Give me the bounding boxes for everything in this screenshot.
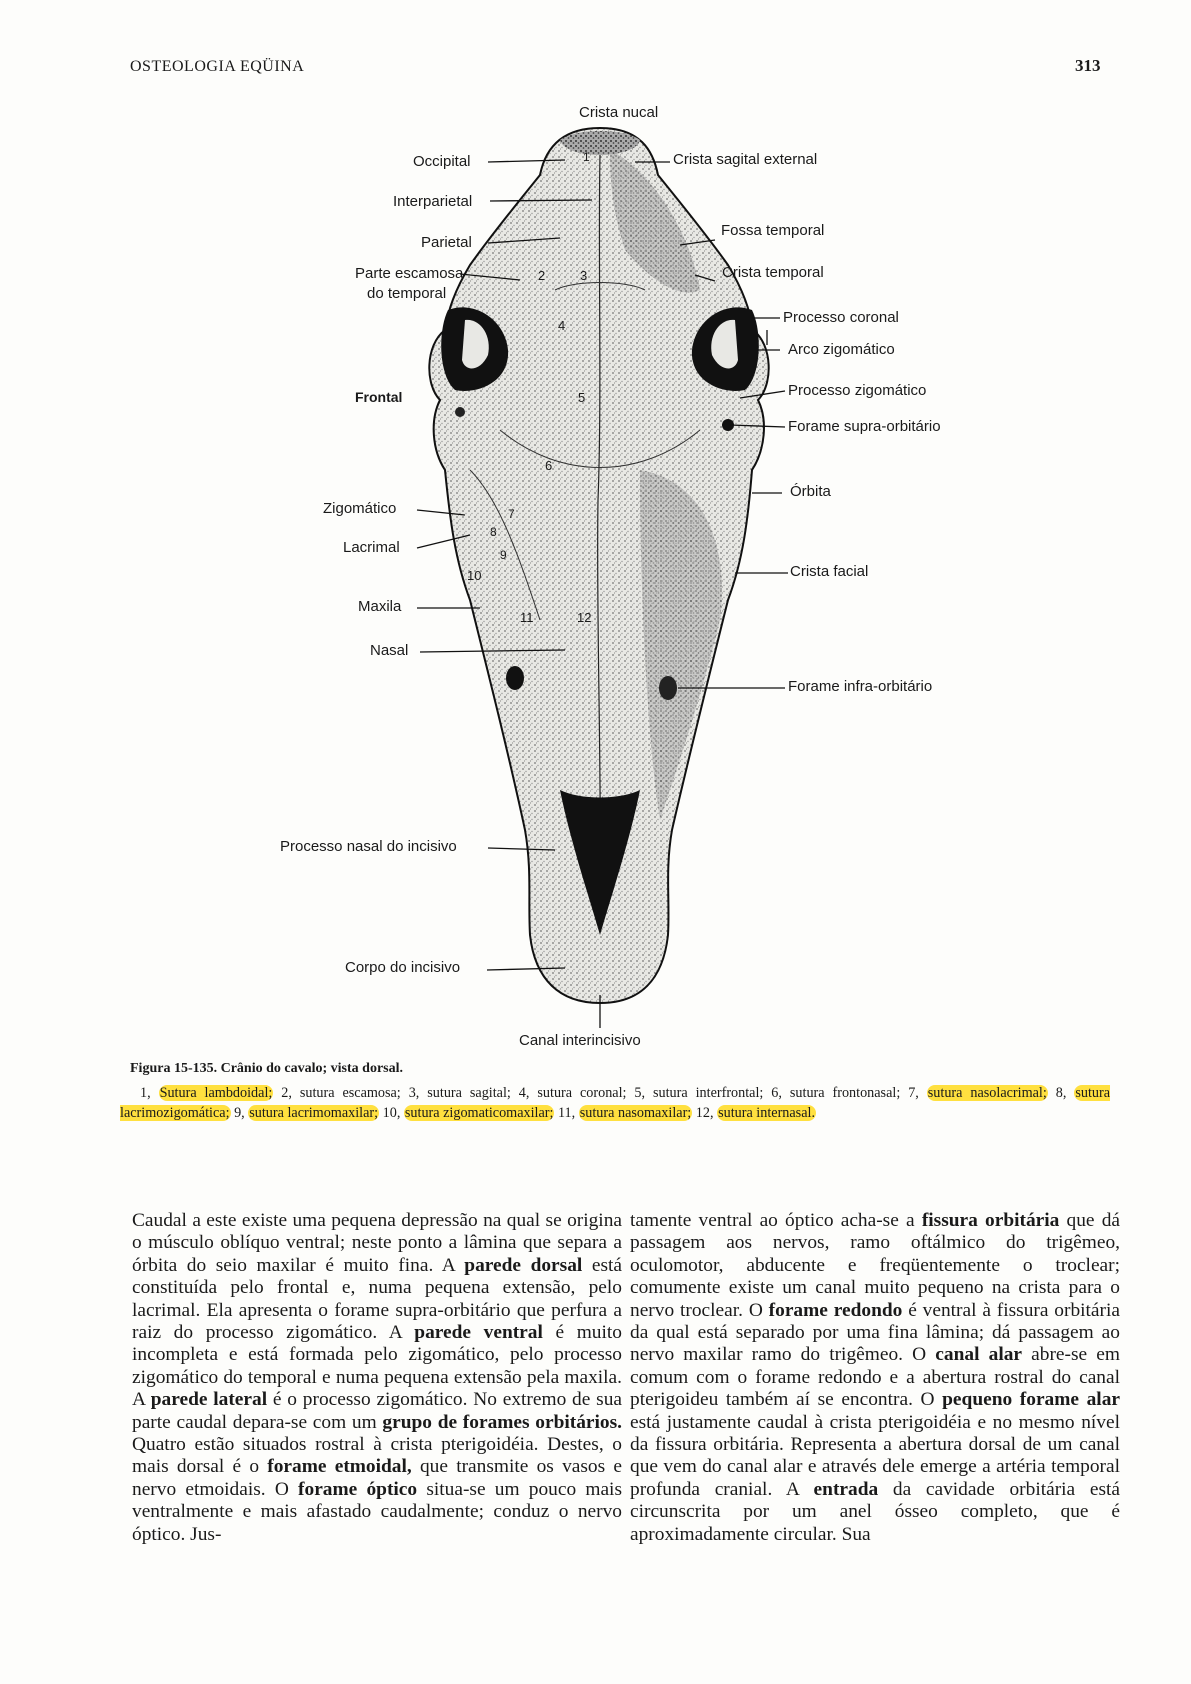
label-parietal: Parietal (421, 234, 472, 251)
label-corpo-incisivo: Corpo do incisivo (345, 959, 461, 976)
caption-item-number: 4, (510, 1085, 538, 1101)
label-nasal: Nasal (370, 642, 409, 659)
caption-item-text: sutura sagital; (427, 1085, 511, 1101)
label-crista-nucal: Crista nucal (579, 104, 659, 121)
supraorbital-foramen-left (455, 407, 465, 417)
label-parte-escamosa: Parte escamosa (355, 265, 464, 282)
label-orbita: Órbita (790, 483, 831, 500)
label-arco-zigomatico: Arco zigomático (788, 341, 895, 358)
caption-item-number: 8, (1047, 1085, 1075, 1101)
label-zigomatico: Zigomático (323, 500, 397, 517)
caption-item-text: sutura escamosa; (299, 1085, 401, 1101)
suture-number-11: 11 (520, 610, 534, 625)
caption-item-number: 9, (230, 1105, 249, 1121)
suture-number-9: 9 (500, 548, 507, 562)
suture-number-8: 8 (490, 525, 497, 539)
caption-item-text: sutura frontonasal; (789, 1085, 901, 1101)
running-header-section: OSTEOLOGIA EQÜINA (130, 58, 305, 75)
label-processo-zigomatico: Processo zigomático (788, 382, 927, 399)
label-processo-coronal: Processo coronal (783, 309, 899, 326)
suture-number-3: 3 (580, 268, 588, 283)
bold-term: parede ventral (414, 1322, 543, 1344)
caption-item-number: 5, (626, 1085, 653, 1101)
suture-number-4: 4 (558, 318, 566, 333)
suture-number-10: 10 (467, 568, 482, 583)
label-canal-interincisivo: Canal interincisivo (519, 1032, 641, 1049)
caption-item-text: sutura lacrimomaxilar; (249, 1105, 379, 1121)
label-forame-infra-orbitario: Forame infra-orbitário (788, 678, 933, 695)
figure-caption (120, 1061, 1110, 1123)
label-do-temporal: do temporal (367, 285, 447, 302)
body-column-left (132, 1210, 622, 1546)
suture-number-6: 6 (545, 458, 553, 473)
caption-item-text: sutura coronal; (537, 1085, 627, 1101)
caption-item-number: 1, (140, 1085, 159, 1101)
caption-item-text: sutura zigomaticomaxilar; (404, 1105, 554, 1121)
label-processo-nasal: Processo nasal do incisivo (280, 838, 457, 855)
suture-number-1: 1 (583, 150, 590, 164)
bold-term: parede lateral (150, 1389, 268, 1411)
infraorbital-foramen-right (659, 676, 677, 700)
suture-number-5: 5 (578, 390, 586, 405)
caption-item-number: 12, (692, 1105, 718, 1121)
caption-item-number: 11, (554, 1105, 579, 1121)
caption-item-number: 6, (763, 1085, 790, 1101)
caption-item-text: sutura internasal. (718, 1105, 815, 1121)
bold-term: forame óptico (298, 1478, 418, 1500)
label-frontal: Frontal (355, 389, 403, 405)
label-crista-facial: Crista facial (790, 563, 869, 580)
body-paragraph-left: Caudal a este existe uma pequena depressão na qual se origina o músculo oblíquo ventral; neste ponto a lâmina que separa a órbita do seio maxilar é muito fina. A parede dorsal está constituída pelo frontal e, numa pequena extensão, pelo lacrimal. Ela apresenta o forame supra-orbitário que perfura a raiz do processo zigomático. A parede ventral é muito incompleta e está formada pelo zigomático, pelo processo zigomático do temporal e numa pequena extensão pela maxila. A parede lateral é o processo zigomático. No extremo de sua parte caudal depara-se com um grupo de forames orbitários. Quatro estão situados rostral à crista pterigoidéia. Destes, o mais dorsal é o forame etmoidal, que transmite os vasos e nervo etmoidais. O forame óptico situa-se um pouco mais ventralmente e mais afastado caudalmente; conduz o nervo óptico. Jus- (132, 1210, 623, 1545)
bold-term: forame etmoidal, (267, 1456, 412, 1478)
caption-item-number: 2, (273, 1085, 300, 1101)
label-forame-supra-orbitario: Forame supra-orbitário (788, 418, 941, 435)
label-interparietal: Interparietal (393, 193, 473, 210)
bold-term: forame redondo (768, 1299, 903, 1321)
body-paragraph-right: tamente ventral ao óptico acha-se a fissura orbitária que dá passagem aos nervos, ramo oftálmico do trigêmeo, oculomotor, abducente e freqüentemente o troclear; comumente existe um canal muito pequeno na crista para o nervo troclear. O forame redondo é ventral à fissura orbitária da qual está separado por uma fina lâmina; dá passagem ao nervo maxilar ramo do trigêmeo. O canal alar abre-se em comum com o forame redondo e a abertura rostral do canal pterigoideu também aí se encontra. O pequeno forame alar está justamente caudal à crista pterigoidéia e no mesmo nível da fissura orbitária. Representa a abertura dorsal de um canal que vem do canal alar e através dele emerge a artéria temporal profunda cranial. A entrada da cavidade orbitária está circunscrita por um anel ósseo completo, que é aproximadamente circular. Sua (630, 1210, 1121, 1545)
bold-term: canal alar (935, 1344, 1023, 1366)
label-crista-temporal: Crista temporal (722, 264, 824, 281)
caption-item-number: 10, (379, 1105, 404, 1121)
caption-item-number: 7, (900, 1085, 927, 1101)
suture-number-2: 2 (538, 268, 546, 283)
caption-item-text: sutura lacrimozigomática; (120, 1085, 1111, 1121)
label-maxila: Maxila (358, 598, 402, 615)
caption-item-text: sutura nasolacrimal; (927, 1085, 1047, 1101)
bold-term: parede dorsal (464, 1254, 583, 1276)
bold-term: pequeno forame alar (942, 1389, 1120, 1411)
label-fossa-temporal: Fossa temporal (721, 222, 825, 239)
bold-term: entrada (813, 1478, 879, 1500)
label-occipital: Occipital (413, 153, 471, 170)
caption-legend (120, 1083, 1110, 1123)
caption-item-text: sutura nasomaxilar; (579, 1105, 692, 1121)
bold-term: grupo de forames orbitários. (382, 1411, 622, 1433)
caption-item-text: Sutura lambdoidal; (159, 1085, 273, 1101)
label-lacrimal: Lacrimal (343, 539, 400, 556)
infraorbital-foramen-left (506, 666, 524, 690)
suture-number-7: 7 (508, 507, 515, 521)
body-column-right (630, 1210, 1120, 1546)
bold-term: fissura orbitária (921, 1210, 1060, 1231)
label-crista-sagital: Crista sagital external (673, 151, 818, 168)
suture-number-12: 12 (577, 610, 592, 625)
page-number: 313 (1075, 56, 1101, 75)
caption-item-number: 3, (400, 1085, 428, 1101)
caption-item-text: sutura interfrontal; (653, 1085, 764, 1101)
caption-title: Figura 15-135. Crânio do cavalo; vista dorsal. (130, 1061, 403, 1076)
